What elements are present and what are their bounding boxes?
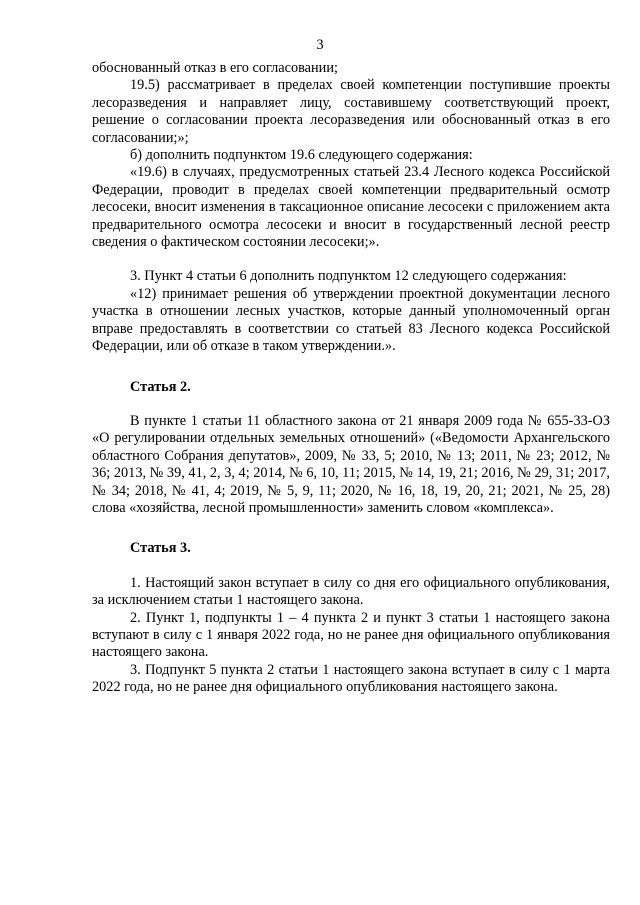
paragraph-19-5: 19.5) рассматривает в пределах своей компетенции поступившие проекты лесоразведения и направляет лицу, составившему соответствующий проект, решение о согласовании проекта лесоразведения или обоснованный отказ в его согласовании;»; (92, 77, 610, 146)
paragraph-point-3: 3. Пункт 4 статьи 6 дополнить подпунктом 12 следующего содержания: (130, 268, 567, 285)
paragraph-19-6: «19.6) в случаях, предусмотренных статьей 23.4 Лесного кодекса Российской Федерации, проводит в пределах своей компетенции предварительный осмотр лесосеки, вносит изменения в таксационное описание лесосеки с приложением акта предварительного осмотра лесосеки и вносит в государственный лесной реестр сведения о фактическом состоянии лесосеки;». (92, 164, 610, 251)
article-3-item-3: 3. Подпункт 5 пункта 2 статьи 1 настоящего закона вступает в силу с 1 марта 2022 года, но не ранее дня официального опубликования настоящего закона. (92, 661, 610, 696)
article-3-item-2: 2. Пункт 1, подпункты 1 – 4 пункта 2 и пункт 3 статьи 1 настоящего закона вступают в силу с 1 января 2022 года, но не ранее дня официального опубликования настоящего закона. (92, 609, 610, 661)
paragraph-12: «12) принимает решения об утверждении проектной документации лесного участка в отношении лесных участков, которые данный уполномоченный орган вправе предоставлять в соответствии со статьей 83 Лесного кодекса Российской Федерации, или об отказе в таком утверждении.». (92, 285, 610, 355)
page-number: 3 (316, 37, 324, 53)
article-2-text: В пункте 1 статьи 11 областного закона от 21 января 2009 года № 655-33-ОЗ «О регулировании отдельных земельных отношений» («Ведомости Архангельского областного Собрания депутатов», 2009, № 33, 5; 2010, № 13; 2011, № 23; 2012, № 36; 2013, № 39, 41, 2, 3, 4; 2014, № 6, 10, 11; 2015, № 14, 19, 21; 2016, № 29, 31; 2017, № 34; 2018, № 41, 4; 2019, № 5, 9, 11; 2020, № 16, 18, 19, 20, 21; 2021, № 25, 28) слова «хозяйства, лесной промышленности» заменить словом «комплекса». (92, 412, 610, 516)
article-3-item-1: 1. Настоящий закон вступает в силу со дня его официального опубликования, за исключением статьи 1 настоящего закона. (92, 574, 610, 609)
document-body (92, 60, 610, 697)
article-3-heading: Статья 3. (130, 540, 191, 557)
paragraph-b: б) дополнить подпунктом 19.6 следующего содержания: (130, 147, 473, 164)
paragraph-continuation: обоснованный отказ в его согласовании; (92, 60, 338, 76)
article-2-heading: Статья 2. (130, 378, 191, 395)
